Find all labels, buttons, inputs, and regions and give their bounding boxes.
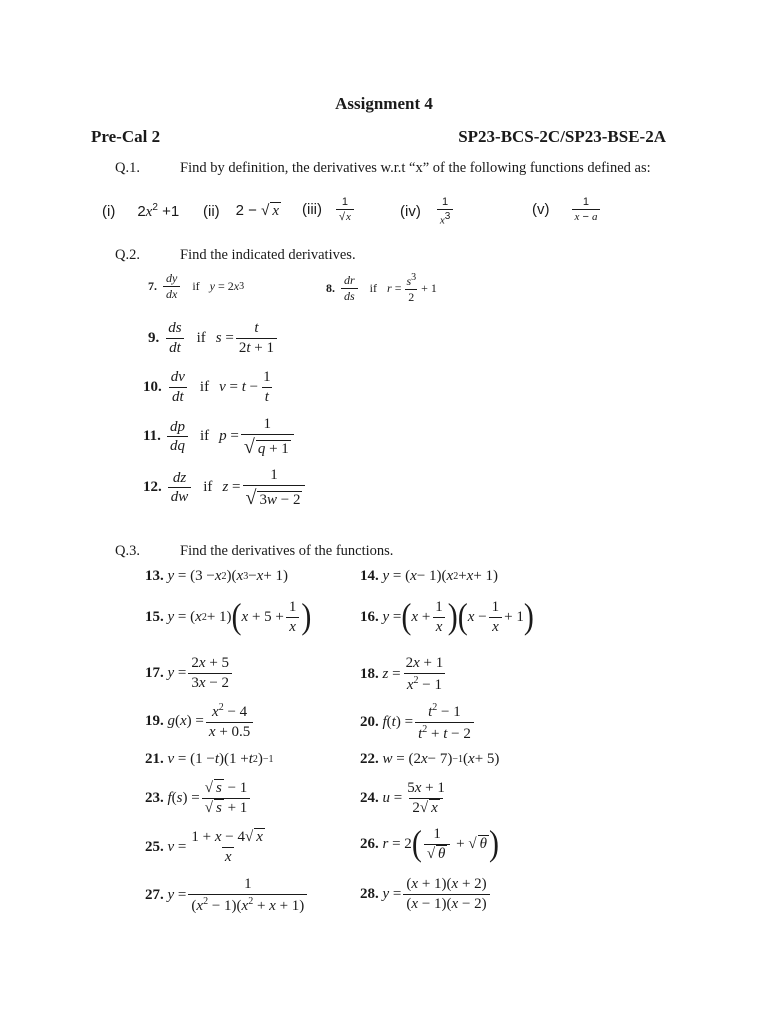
q1-text: Find by definition, the derivatives w.r.t “x” of the following functions defined as:	[180, 160, 651, 176]
q2-problem-10: 10. $\frac{dv}{dt}$ if v = t − $\frac{1}{t}$	[143, 369, 271, 405]
q3-problem-24: 24. u = $\frac{5x + 1}{2√ x}$	[360, 780, 445, 816]
q3-problem-20: 20. f ( t ) = $\frac{t^2 - 1}{t^2 + t - 2}$	[360, 702, 476, 742]
q1-item-iii: (iii) $\frac{1}{√x}$	[302, 196, 356, 223]
q1-item-ii: (ii) 2 − √ x	[203, 202, 279, 220]
q1-item-i: (i) $2x^2 +1$	[102, 202, 180, 220]
q3-label: Q.3.	[115, 543, 140, 559]
q2-label: Q.2.	[115, 247, 140, 263]
q3-problem-26: 26. r = 2 ( $\frac{1}{√ \theta}$ + √ θ )	[360, 823, 499, 864]
course-name: Pre-Cal 2	[91, 127, 161, 146]
q3-problem-18: 18. z = $\frac{2x + 1}{x^2 - 1}$	[360, 655, 444, 693]
q2-problem-7: 7. $\frac{dy}{dx}$ if y = 2 x 3	[148, 271, 245, 302]
q1-item-label: (i)	[102, 203, 116, 220]
q3-problem-17: 17. y = $\frac{2x + 5}{3x - 2}$	[145, 655, 234, 691]
q3-problem-13: 13. y = (3 − x 2 )( x 3 − x + 1)	[145, 568, 289, 584]
q3-text: Find the derivatives of the functions.	[180, 543, 394, 559]
section-code: SP23-BCS-2C/SP23-BSE-2A	[458, 127, 666, 146]
q2-text: Find the indicated derivatives.	[180, 247, 356, 263]
q3-problem-25: 25. v = $\frac{1 + x - 4√ x}{x}$	[145, 829, 263, 865]
q1-item-label: (iii)	[302, 201, 322, 219]
q2-problem-11: 11. $\frac{dp}{dq}$ if p = $\frac{1}{√ q + 1}$	[143, 416, 296, 458]
q1-item-label: (iv)	[400, 202, 421, 220]
q1-item-iv: (iv) $\frac{1}{x^3}$	[400, 196, 455, 227]
q1-item-v: (v) $\frac{1}{x - a}$	[532, 196, 602, 223]
q2-problem-12: 12. $\frac{dz}{dw}$ if z = $\frac{1}{√ 3w - 2}$	[143, 467, 307, 509]
q1-label: Q.1.	[115, 160, 140, 176]
q3-problem-21: 21. v = (1 − t )(1 + t 2 ) −1	[145, 751, 274, 767]
q1-item-label: (v)	[532, 201, 550, 219]
q3-problem-14: 14. y = ( x − 1)( x 2 + x + 1)	[360, 568, 499, 584]
q1-item-label: (ii)	[203, 202, 220, 220]
q3-problem-19: 19. g ( x ) = $\frac{x^2 - 4}{x + 0.5}$	[145, 702, 255, 740]
q3-problem-28: 28. y = $\frac{(x + 1)(x + 2)}{(x - 1)(x - 2)}$	[360, 876, 492, 912]
q3-problem-22: 22. w = (2 x − 7) −1 ( x + 5)	[360, 751, 500, 767]
q3-problem-23: 23. f ( s ) = $\frac{√ s - 1}{√ s + 1}$	[145, 780, 252, 816]
q2-problem-9: 9. $\frac{ds}{dt}$ if s = $\frac{t}{2t + 1}$	[148, 320, 279, 356]
q3-problem-16: 16. y = ( x + $\frac{1}{x}$ ) ( x − $\frac{1}{x}$ + 1 )	[360, 596, 534, 637]
q2-problem-8: 8. $\frac{dr}{ds}$ if r = $\frac{s^3}{2}$ + 1	[326, 272, 437, 305]
assignment-title: Assignment 4	[335, 94, 433, 113]
q3-problem-27: 27. y = $\frac{1}{(x^2 - 1)(x^2 + x + 1)}$	[145, 876, 309, 914]
q3-problem-15: 15. y = ( x 2 + 1) ( x + 5 + $\frac{1}{x}$ )	[145, 596, 312, 637]
